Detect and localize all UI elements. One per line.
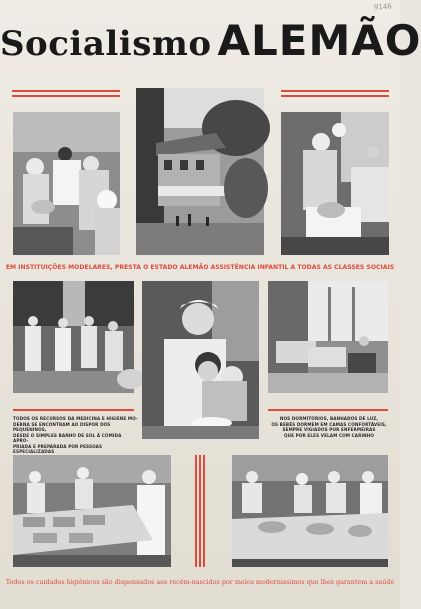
photo-nurses-in-garden [13, 281, 134, 393]
photo-nursery-bathing [232, 455, 388, 567]
red-stripes-left [12, 90, 120, 100]
photo-nursery-washing [13, 455, 171, 567]
photo-nurse-feeding-child [142, 281, 259, 439]
photo-dormitory-cribs [268, 281, 388, 393]
red-stripes-right [281, 90, 389, 100]
footer-caption: Todos os cuidados higiênicos são dispensados aos recém-nascidos por meios modernissimos que lhes garantem a saúde [5, 578, 395, 586]
photo-nurses-feeding-infants [13, 112, 120, 255]
caption-medicine-hygiene: TODOS OS RECURSOS DA MEDICINA E HIGIENE MO- DERNA SE ENCONTRAM AO DISPOR DOS PEQUENINOS, DESDE O SIMPLES BANHO DE SOL À COMIDA APRO- PRIADA E PREPARADA POR PESSOAS ESPECIALIZADAS [13, 416, 138, 454]
title-word-alemao: ALEMÃO [217, 16, 421, 65]
red-bar-right [268, 409, 388, 411]
archive-number: 9146 [373, 2, 393, 12]
red-vertical-stripes [193, 455, 207, 567]
photo-institution-building [136, 88, 264, 255]
headline-caption: EM INSTITUIÇÕES MODELARES, PRESTA O ESTADO ALEMÃO ASSISTÊNCIA INFANTIL A TODAS AS CLASSES SOCIAIS [5, 264, 395, 271]
photo-nurses-with-baby [281, 112, 389, 255]
caption-dormitories: NOS DORMITÓRIOS, BANHADOS DE LUZ, OS BEBÊS DORMEM EM CAMAS CONFORTÁVEIS, SEMPRE VIGIADOS POR ENFERMEIRAS QUE POR ELES VELAM COM CARINHO [271, 416, 387, 438]
poster-title [0, 16, 421, 65]
title-word-socialismo: Socialismo [0, 24, 212, 64]
red-bar-left [13, 409, 134, 411]
